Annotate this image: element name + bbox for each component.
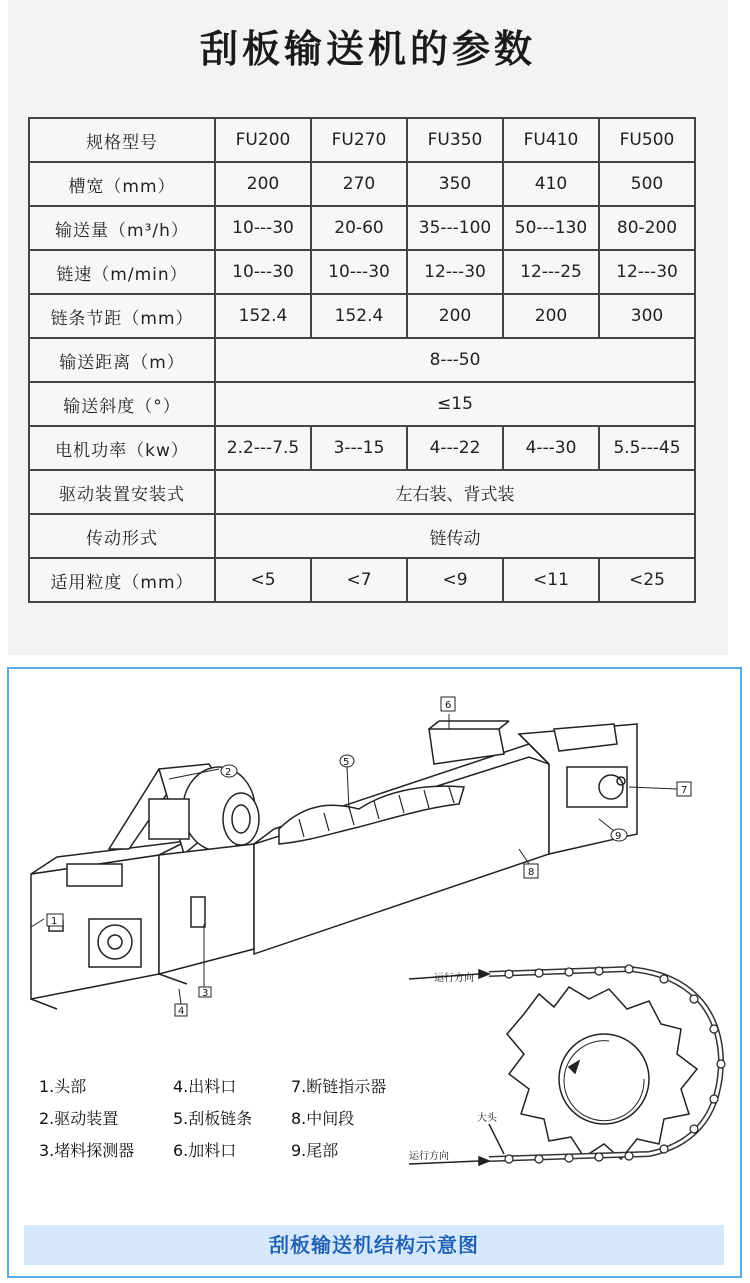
row-label: 电机功率（kw） — [29, 426, 215, 470]
legend-item: 2.驱动装置 — [39, 1109, 119, 1128]
table-cell: 10---30 — [215, 250, 311, 294]
table-cell: 200 — [407, 294, 503, 338]
table-cell: 270 — [311, 162, 407, 206]
row-label: 驱动装置安装式 — [29, 470, 215, 514]
feed-inlet — [429, 721, 509, 764]
row-label: 输送斜度（°） — [29, 382, 215, 426]
table-row — [29, 426, 695, 470]
sprocket-chain-detail — [409, 965, 725, 1165]
table-cell: <9 — [407, 558, 503, 602]
model-cell: FU350 — [407, 118, 503, 162]
legend-item: 3.堵料探测器 — [39, 1141, 135, 1160]
table-row — [29, 250, 695, 294]
table-cell: <25 — [599, 558, 695, 602]
spec-sheet — [8, 0, 728, 655]
model-cell: FU410 — [503, 118, 599, 162]
table-cell: 10---30 — [215, 206, 311, 250]
drive-unit — [109, 764, 259, 854]
table-cell: 200 — [215, 162, 311, 206]
callout-7: 7 — [681, 785, 688, 796]
table-row — [29, 470, 695, 514]
table-cell: 410 — [503, 162, 599, 206]
callout-4: 4 — [178, 1006, 185, 1017]
row-label: 链速（m/min） — [29, 250, 215, 294]
table-cell: 12---30 — [599, 250, 695, 294]
row-label: 输送距离（m） — [29, 338, 215, 382]
table-cell-merged: 8---50 — [215, 338, 695, 382]
table-cell: 4---30 — [503, 426, 599, 470]
model-cell: FU200 — [215, 118, 311, 162]
row-label: 适用粒度（mm） — [29, 558, 215, 602]
table-cell: 12---25 — [503, 250, 599, 294]
table-row — [29, 206, 695, 250]
callout-1: 1 — [51, 916, 58, 927]
legend-item: 6.加料口 — [173, 1141, 237, 1160]
table-cell: 200 — [503, 294, 599, 338]
table-row — [29, 382, 695, 426]
table-cell-merged: 左右装、背式装 — [215, 470, 695, 514]
table-cell: <11 — [503, 558, 599, 602]
table-row — [29, 294, 695, 338]
legend-item: 4.出料口 — [173, 1077, 237, 1096]
table-cell: 350 — [407, 162, 503, 206]
table-cell: 2.2---7.5 — [215, 426, 311, 470]
table-cell: 152.4 — [311, 294, 407, 338]
row-label: 输送量（m³/h） — [29, 206, 215, 250]
table-cell: 80-200 — [599, 206, 695, 250]
callout-8: 8 — [528, 867, 535, 878]
table-row — [29, 118, 695, 162]
table-cell: 500 — [599, 162, 695, 206]
legend-col-2 — [173, 1071, 252, 1167]
middle-section — [254, 744, 549, 954]
table-cell-merged: 链传动 — [215, 514, 695, 558]
table-cell: <5 — [215, 558, 311, 602]
row-label: 槽宽（mm） — [29, 162, 215, 206]
callout-5: 5 — [343, 757, 350, 768]
model-cell: FU500 — [599, 118, 695, 162]
model-cell: FU270 — [311, 118, 407, 162]
big-end-label: 大头 — [477, 1113, 497, 1124]
callout-3: 3 — [202, 988, 209, 999]
table-cell: 35---100 — [407, 206, 503, 250]
spec-table — [28, 117, 696, 603]
row-label: 传动形式 — [29, 514, 215, 558]
legend-col-1 — [39, 1071, 134, 1167]
row-label: 规格型号 — [29, 118, 215, 162]
table-cell: 10---30 — [311, 250, 407, 294]
sheet-title: 刮板输送机的参数 — [199, 27, 536, 71]
legend-item: 7.断链指示器 — [291, 1077, 387, 1096]
structure-diagram-panel — [7, 667, 742, 1278]
legend-item: 5.刮板链条 — [173, 1109, 253, 1128]
legend-item: 8.中间段 — [291, 1109, 355, 1128]
legend-item: 9.尾部 — [291, 1141, 339, 1160]
legend-item: 1.头部 — [39, 1077, 87, 1096]
diagram-caption: 刮板输送机结构示意图 — [24, 1225, 724, 1265]
callout-6: 6 — [445, 700, 452, 711]
direction-label-top: 运行方向 — [434, 973, 474, 984]
table-cell: <7 — [311, 558, 407, 602]
table-row — [29, 558, 695, 602]
table-row — [29, 162, 695, 206]
table-row — [29, 338, 695, 382]
table-cell: 20-60 — [311, 206, 407, 250]
table-cell: 300 — [599, 294, 695, 338]
table-row — [29, 514, 695, 558]
table-cell: 5.5---45 — [599, 426, 695, 470]
callout-2: 2 — [225, 767, 232, 778]
row-label: 链条节距（mm） — [29, 294, 215, 338]
direction-label-bottom: 运行方向 — [409, 1151, 449, 1162]
table-cell: 12---30 — [407, 250, 503, 294]
table-cell: 4---22 — [407, 426, 503, 470]
table-cell-merged: ≤15 — [215, 382, 695, 426]
table-cell: 3---15 — [311, 426, 407, 470]
callout-9: 9 — [615, 831, 622, 842]
table-cell: 50---130 — [503, 206, 599, 250]
legend-col-3 — [291, 1071, 386, 1167]
table-cell: 152.4 — [215, 294, 311, 338]
